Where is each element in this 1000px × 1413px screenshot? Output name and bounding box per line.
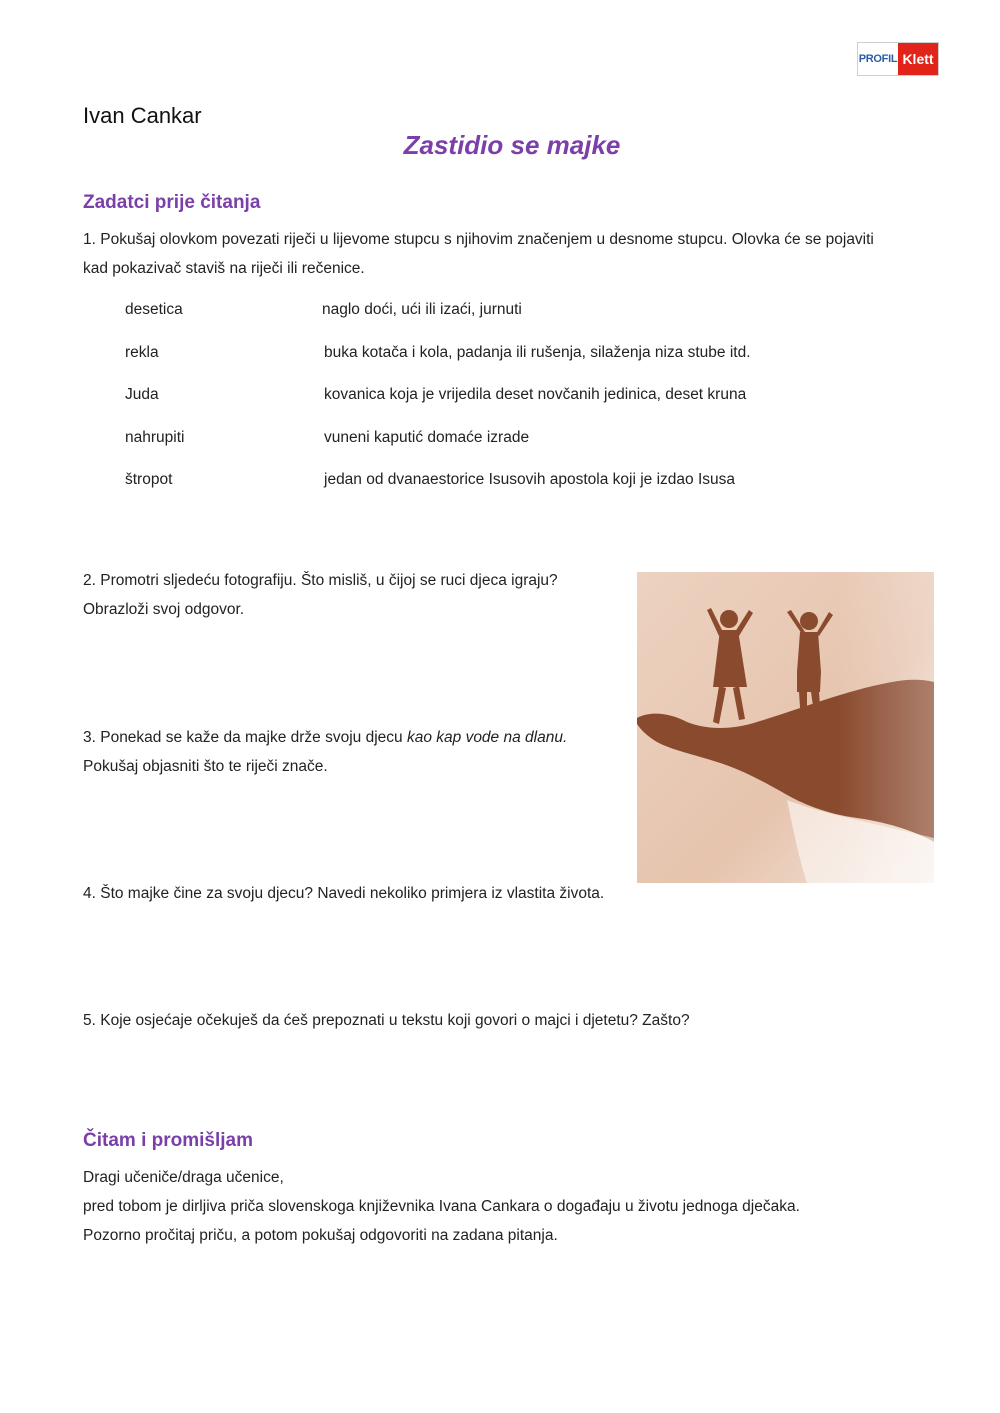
match-word[interactable]: Juda (125, 386, 159, 403)
task2-line1: 2. Promotri sljedeću fotografiju. Što misliš, u čijoj se ruci djeca igraju? (83, 572, 558, 589)
section-heading-reading: Čitam i promišljam (83, 1130, 253, 1151)
match-meaning[interactable]: vuneni kaputić domaće izrade (324, 429, 530, 446)
task4: 4. Što majke čine za svoju djecu? Navedi nekoliko primjera iz vlastita života. (83, 885, 605, 902)
task3-line2: Pokušaj objasniti što te riječi znače. (83, 758, 328, 775)
match-word[interactable]: rekla (125, 344, 159, 361)
logo-klett: Klett (898, 43, 938, 75)
hand-children-photo (637, 572, 934, 883)
task3-line1 (83, 723, 567, 752)
match-meaning[interactable]: naglo doći, ući ili izaći, jurnuti (322, 301, 522, 318)
match-meaning[interactable]: jedan od dvanaestorice Isusovih apostola koji je izdao Isusa (324, 471, 736, 488)
task3-text: 3. Ponekad se kaže da majke drže svoju djecu (83, 729, 407, 746)
match-word[interactable]: desetica (125, 301, 183, 318)
intro-line2: pred tobom je dirljiva priča slovenskoga književnika Ivana Cankara o događaju u životu jednoga dječaka. (83, 1198, 800, 1215)
task1-line2: kad pokazivač staviš na riječi ili rečenice. (83, 260, 365, 277)
match-meaning[interactable]: kovanica koja je vrijedila deset novčanih jedinica, deset kruna (324, 386, 747, 403)
page-title: Zastidio se majke (403, 130, 621, 160)
author-name: Ivan Cankar (83, 103, 202, 128)
intro-line3: Pozorno pročitaj priču, a potom pokušaj odgovoriti na zadana pitanja. (83, 1227, 558, 1244)
publisher-logo (857, 42, 939, 76)
task1-line1: 1. Pokušaj olovkom povezati riječi u lijevome stupcu s njihovim značenjem u desnome stupcu. Olovka će se pojaviti (83, 231, 874, 248)
section-heading-prereading: Zadatci prije čitanja (83, 192, 261, 213)
match-word[interactable]: štropot (125, 471, 173, 488)
task3-italic-phrase: kao kap vode na dlanu. (406, 729, 568, 746)
task5: 5. Koje osjećaje očekuješ da ćeš prepoznati u tekstu koji govori o majci i djetetu? Zašto? (83, 1012, 690, 1029)
intro-greeting: Dragi učeniče/draga učenice, (83, 1169, 284, 1186)
match-word[interactable]: nahrupiti (125, 429, 185, 446)
logo-profil: PROFIL (858, 43, 898, 75)
task2-line2: Obrazloži svoj odgovor. (83, 601, 245, 618)
match-meaning[interactable]: buka kotača i kola, padanja ili rušenja, silaženja niza stube itd. (324, 344, 751, 361)
